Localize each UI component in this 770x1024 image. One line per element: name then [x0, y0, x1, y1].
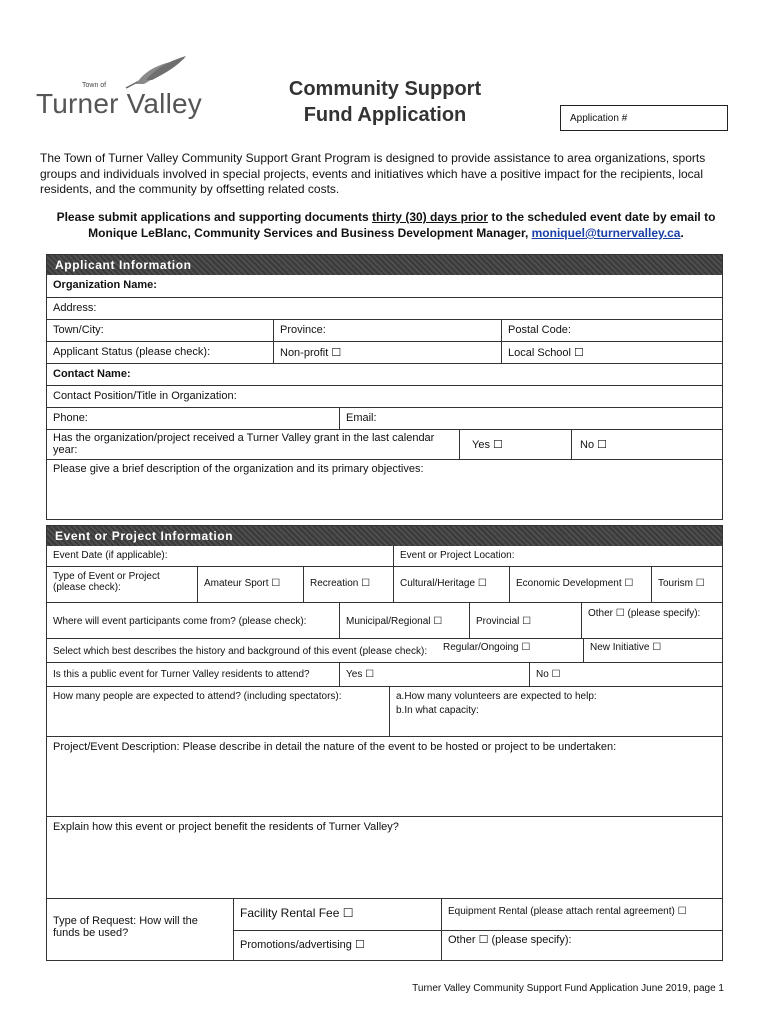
promotions-checkbox[interactable]: Promotions/advertising ☐: [233, 930, 441, 960]
project-description-row[interactable]: [47, 736, 722, 816]
event-type-row: [47, 566, 722, 602]
public-yes-checkbox[interactable]: Yes ☐: [339, 663, 529, 686]
organization-description-label: Please give a brief description of the organization and its primary objectives:: [53, 463, 424, 475]
nonprofit-checkbox[interactable]: Non-profit ☐: [273, 342, 501, 363]
status-row: [47, 341, 722, 363]
request-type-row: [47, 898, 722, 960]
recreation-checkbox[interactable]: Recreation ☐: [303, 567, 393, 602]
public-event-label: Is this a public event for Turner Valley residents to attend?: [53, 669, 310, 680]
regular-ongoing-checkbox[interactable]: Regular/Ongoing ☐: [443, 642, 531, 653]
local-school-checkbox[interactable]: Local School ☐: [501, 342, 722, 363]
title-line-2: Fund Application: [303, 104, 467, 126]
equipment-rental-checkbox[interactable]: Equipment Rental (please attach rental agreement) ☐: [441, 899, 722, 930]
page-title: [250, 76, 520, 128]
title-line-1: Community Support: [288, 78, 482, 100]
event-date-field[interactable]: Event Date (if applicable):: [53, 550, 168, 561]
attendance-field[interactable]: How many people are expected to attend? (including spectators):: [53, 691, 342, 702]
page-footer: Turner Valley Community Support Fund Application June 2019, page 1: [412, 983, 724, 994]
notice-text-middle: to the scheduled event date by email to Monique LeBlanc, Community Services and Business Development Manager,: [88, 210, 716, 240]
participants-origin-row: [47, 602, 722, 638]
logo-name: Turner Valley: [36, 88, 202, 119]
organization-description-row[interactable]: [47, 459, 722, 519]
submission-notice: [36, 209, 736, 241]
applicant-information-section: [46, 254, 723, 520]
volunteers-field[interactable]: [389, 687, 722, 736]
intro-paragraph: The Town of Turner Valley Community Support Grant Program is designed to provide assistance to area organizations, sports groups and individuals involved in special projects, events and initiatives which have a positive impact for the recipients, local residents, and the community by offsetting related costs.: [40, 151, 706, 196]
location-row: [47, 319, 722, 341]
town-city-field[interactable]: Town/City:: [53, 324, 104, 336]
applicant-section-header: Applicant Information: [47, 255, 722, 275]
community-benefit-label: Explain how this event or project benefit the residents of Turner Valley?: [53, 821, 399, 833]
provincial-checkbox[interactable]: Provincial ☐: [469, 603, 581, 638]
address-row[interactable]: [47, 297, 722, 319]
notice-text-before: Please submit applications and supporting documents: [56, 210, 372, 224]
contact-position-label: Contact Position/Title in Organization:: [53, 390, 237, 402]
postal-code-field[interactable]: Postal Code:: [501, 320, 722, 341]
phone-field[interactable]: Phone:: [53, 412, 88, 424]
phone-email-row: [47, 407, 722, 429]
notice-text-end: .: [680, 226, 684, 240]
amateur-sport-checkbox[interactable]: Amateur Sport ☐: [197, 567, 303, 602]
application-number-field[interactable]: Application #: [560, 105, 728, 131]
public-event-row: [47, 662, 722, 686]
status-label: Applicant Status (please check):: [53, 346, 211, 358]
province-field[interactable]: Province:: [273, 320, 501, 341]
event-information-section: [46, 525, 723, 961]
history-background-row: [47, 638, 722, 662]
volunteers-capacity-label: b.In what capacity:: [396, 705, 479, 716]
contact-name-row[interactable]: [47, 363, 722, 385]
contact-email-link[interactable]: moniquel@turnervalley.ca: [531, 226, 681, 240]
cultural-heritage-checkbox[interactable]: Cultural/Heritage ☐: [393, 567, 509, 602]
grant-no-checkbox[interactable]: No ☐: [571, 430, 722, 459]
grant-history-row: [47, 429, 722, 459]
logo-town-of: Town of: [82, 82, 107, 89]
municipal-regional-checkbox[interactable]: Municipal/Regional ☐: [339, 603, 469, 638]
history-background-label: Select which best describes the history and background of this event (please check):: [53, 646, 428, 657]
grant-question-label: Has the organization/project received a Turner Valley grant in the last calendar year:: [53, 432, 435, 456]
grant-yes-checkbox[interactable]: Yes ☐: [459, 430, 571, 459]
town-logo: [36, 54, 226, 124]
event-type-label: Type of Event or Project (please check):: [53, 571, 160, 593]
event-date-location-row: [47, 546, 722, 566]
economic-development-checkbox[interactable]: Economic Development ☐: [509, 567, 651, 602]
participants-origin-label: Where will event participants come from? (please check):: [53, 616, 307, 627]
public-no-checkbox[interactable]: No ☐: [529, 663, 722, 686]
event-location-field[interactable]: Event or Project Location:: [393, 546, 722, 566]
contact-name-label: Contact Name:: [53, 368, 131, 380]
notice-deadline: thirty (30) days prior: [371, 210, 489, 224]
event-section-header: Event or Project Information: [47, 526, 722, 546]
community-benefit-row[interactable]: [47, 816, 722, 898]
new-initiative-checkbox[interactable]: New Initiative ☐: [583, 639, 722, 662]
contact-position-row[interactable]: [47, 385, 722, 407]
tourism-checkbox[interactable]: Tourism ☐: [651, 567, 722, 602]
email-field[interactable]: Email:: [339, 408, 722, 429]
attendance-row: [47, 686, 722, 736]
organization-name-label: Organization Name:: [53, 279, 157, 291]
project-description-label: Project/Event Description: Please describe in detail the nature of the event to be hosted or project to be undertaken:: [53, 741, 617, 753]
facility-rental-checkbox[interactable]: Facility Rental Fee ☐: [233, 899, 441, 930]
address-label: Address:: [53, 302, 97, 314]
origin-other-field[interactable]: Other ☐ (please specify):: [581, 603, 722, 638]
volunteers-count-label: a.How many volunteers are expected to help:: [396, 691, 597, 702]
request-type-label: Type of Request: How will the funds be used?: [53, 915, 198, 939]
request-other-field[interactable]: Other ☐ (please specify):: [441, 930, 722, 960]
organization-name-row[interactable]: [47, 275, 722, 297]
